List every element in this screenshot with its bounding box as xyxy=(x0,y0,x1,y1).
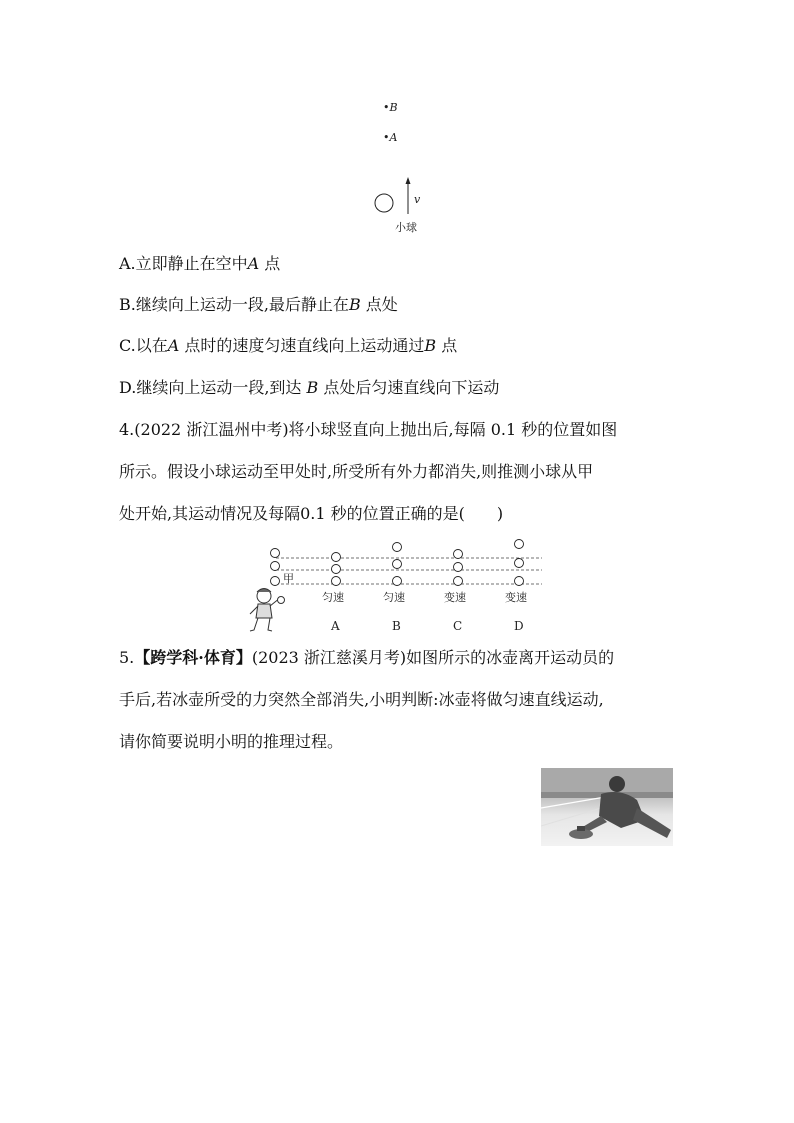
option-b-ball-1 xyxy=(393,543,402,552)
option-d-ball-2 xyxy=(515,559,524,568)
trail-ball-1 xyxy=(271,549,280,558)
curling-athlete-photo xyxy=(541,768,673,846)
option-c-ball-3 xyxy=(454,577,463,586)
curling-photo-shapes xyxy=(541,768,673,846)
option-c-letter: C xyxy=(453,619,463,633)
trail-ball-2 xyxy=(271,562,280,571)
option-a-ball-2 xyxy=(332,565,341,574)
point-a-label: •A xyxy=(383,131,398,144)
option-a-motion: 匀速 xyxy=(322,591,344,604)
ball-circle xyxy=(375,194,393,212)
option-c-ball-1 xyxy=(454,550,463,559)
jia-label: 甲 xyxy=(283,572,294,585)
q4-line-1: 4.(2022 浙江温州中考)将小球竖直向上抛出后,每隔 0.1 秒的位置如图 xyxy=(119,420,618,439)
point-b-label: •B xyxy=(383,101,398,114)
q5-line-2: 手后,若冰壶所受的力突然全部消失,小明判断:冰壶将做匀速直线运动, xyxy=(119,690,604,709)
q5-line-1: 5.【跨学科·体育】(2023 浙江慈溪月考)如图所示的冰壶离开运动员的 xyxy=(119,648,615,667)
trail-ball-3 xyxy=(271,577,280,586)
option-a: A.立即静止在空中A 点 xyxy=(119,254,281,273)
option-b-letter: B xyxy=(392,619,401,633)
option-a-ball-3 xyxy=(332,577,341,586)
ball-caption: 小球 xyxy=(395,221,417,234)
q4-line-3: 处开始,其运动情况及每隔0.1 秒的位置正确的是( ) xyxy=(119,504,504,523)
option-a-ball-1 xyxy=(332,553,341,562)
velocity-label: v xyxy=(414,193,421,206)
ball-velocity-diagram xyxy=(370,172,430,220)
option-d: D.继续向上运动一段,到达 B 点处后匀速直线向下运动 xyxy=(119,378,500,397)
option-c-ball-2 xyxy=(454,563,463,572)
option-c: C.以在A 点时的速度匀速直线向上运动通过B 点 xyxy=(119,336,458,355)
option-d-motion: 变速 xyxy=(505,591,527,604)
option-c-motion: 变速 xyxy=(444,591,466,604)
q5-line-3: 请你简要说明小明的推理过程。 xyxy=(119,732,344,751)
option-d-ball-1 xyxy=(515,540,524,549)
option-d-ball-3 xyxy=(515,577,524,586)
boy-figure-illustration xyxy=(250,589,285,632)
option-d-letter: D xyxy=(514,619,524,633)
option-a-letter: A xyxy=(331,619,340,633)
option-b-ball-3 xyxy=(393,577,402,586)
option-b-motion: 匀速 xyxy=(383,591,405,604)
option-b: B.继续向上运动一段,最后静止在B 点处 xyxy=(119,295,398,314)
velocity-arrow-head xyxy=(406,177,411,184)
option-b-ball-2 xyxy=(393,560,402,569)
q5-tag: 【跨学科·体育】 xyxy=(134,648,252,667)
q4-line-2: 所示。假设小球运动至甲处时,所受所有外力都消失,则推测小球从甲 xyxy=(119,462,594,481)
